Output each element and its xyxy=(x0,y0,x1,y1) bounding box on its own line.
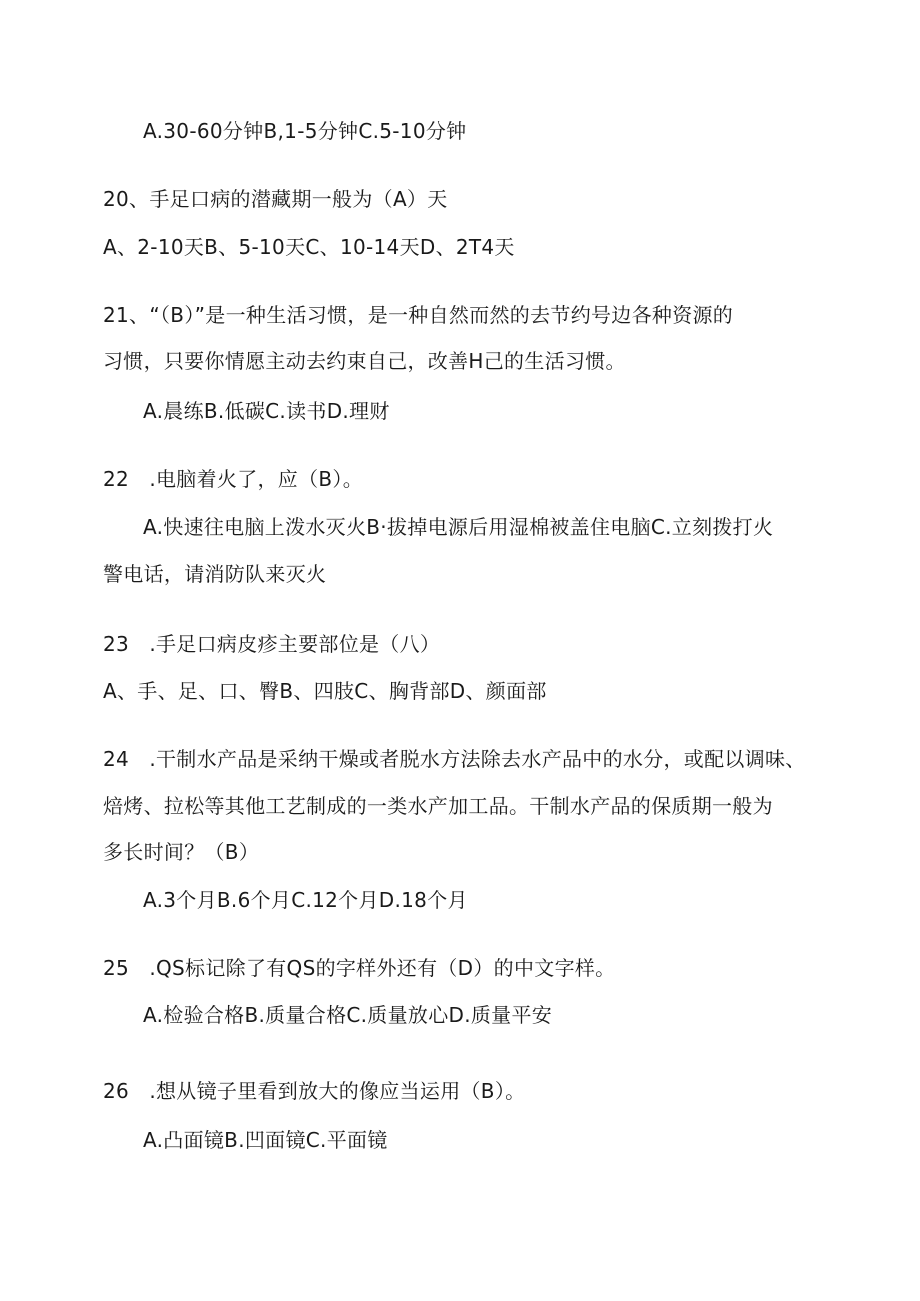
q24-question-line1: 24 .干制水产品是采纳干燥或者脱水方法除去水产品中的水分，或配以调味、 xyxy=(103,747,806,771)
q23-question: 23 .手足口病皮疹主要部位是（八） xyxy=(103,632,441,656)
q21-question-line1: 21、“（B）”是一种生活习惯，是一种自然而然的去节约号边各种资源的 xyxy=(103,303,734,327)
q26-question: 26 .想从镜子里看到放大的像应当运用（B）。 xyxy=(103,1079,526,1103)
q21-options: A.晨练B.低碳C.读书D.理财 xyxy=(143,399,390,423)
q22-options-line2: 警电话，请消防队来灭火 xyxy=(103,562,327,586)
q24-question-line3: 多长时间？（B） xyxy=(103,840,260,864)
q25-question: 25 .QS标记除了有QS的字样外还有（D）的中文字样。 xyxy=(103,956,616,980)
q21-question-line2: 习惯，只要你情愿主动去约束自己，改善H己的生活习惯。 xyxy=(103,349,626,373)
q20-question: 20、手足口病的潜藏期一般为（A）天 xyxy=(103,187,448,211)
q19-options: A.30-60分钟B,1-5分钟C.5-10分钟 xyxy=(143,119,467,143)
q26-options: A.凸面镜B.凹面镜C.平面镜 xyxy=(143,1128,388,1152)
q22-question: 22 .电脑着火了，应（B）。 xyxy=(103,467,364,491)
q20-options: A、2-10天B、5-10天C、10-14天D、2T4天 xyxy=(103,235,515,259)
q24-options: A.3个月B.6个月C.12个月D.18个月 xyxy=(143,888,468,912)
q22-options-line1: A.快速往电脑上泼水灭火B·拔掉电源后用湿棉被盖住电脑C.立刻拨打火 xyxy=(143,515,774,539)
q23-options: A、手、足、口、臀B、四肢C、胸背部D、颜面部 xyxy=(103,679,547,703)
q24-question-line2: 焙烤、拉松等其他工艺制成的一类水产加工品。干制水产品的保质期一般为 xyxy=(103,794,773,818)
q25-options: A.检验合格B.质量合格C.质量放心D.质量平安 xyxy=(143,1003,553,1027)
